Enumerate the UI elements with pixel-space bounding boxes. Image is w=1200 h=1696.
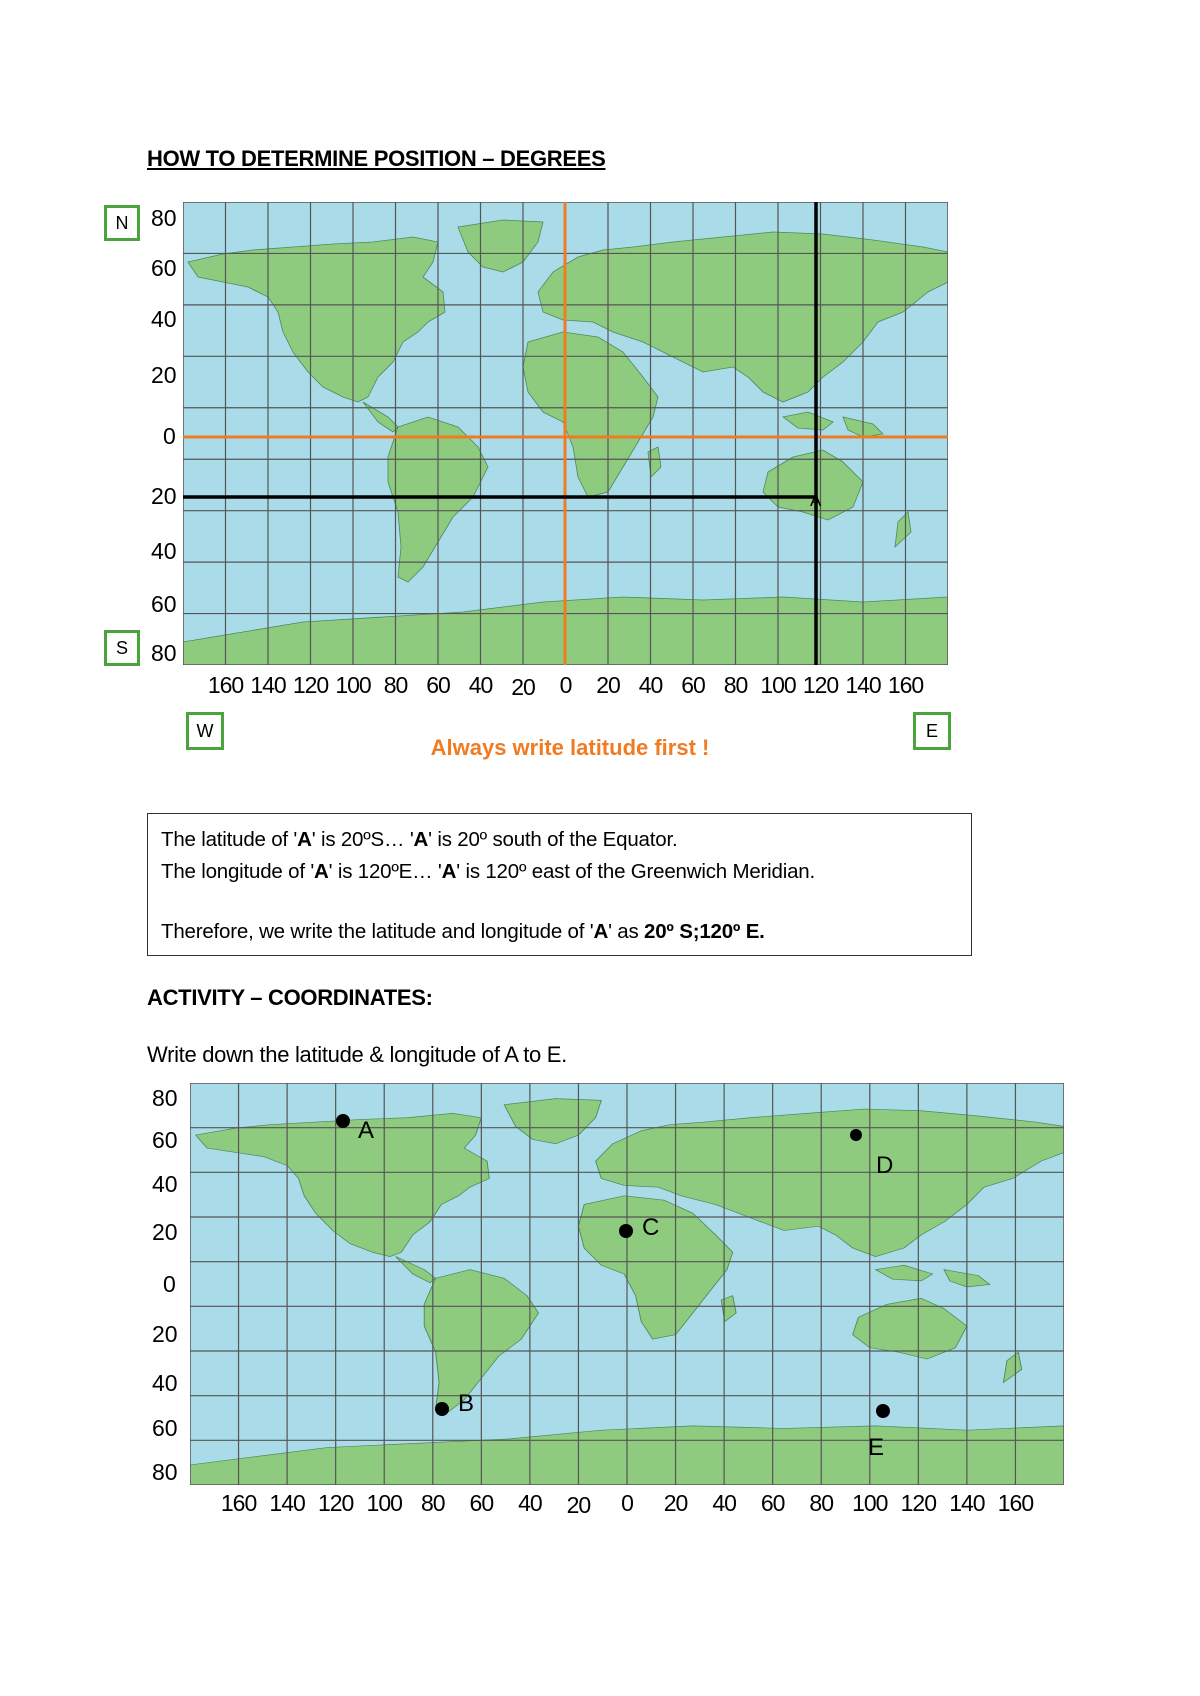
reminder-text: Always write latitude first ! xyxy=(430,735,710,760)
lon-label: 20 xyxy=(596,672,620,698)
map1-longitude-axis xyxy=(183,674,948,704)
lon-label: 60 xyxy=(760,1490,785,1516)
lat-label: 20 xyxy=(151,362,177,388)
lon-label: 20 xyxy=(663,1490,688,1516)
lon-label: 60 xyxy=(426,672,450,698)
reference-map xyxy=(183,202,948,665)
lon-label: 60 xyxy=(681,672,705,698)
map1-latitude-axis xyxy=(151,202,183,665)
activity-instruction: Write down the latitude & longitude of A to E. xyxy=(147,1042,567,1067)
lon-label: 160 xyxy=(207,672,244,698)
lon-label: 160 xyxy=(997,1490,1034,1516)
lon-label: 100 xyxy=(852,1490,888,1516)
lat-label: 80 xyxy=(151,640,177,666)
lon-label: 140 xyxy=(269,1490,305,1516)
lon-label: 120 xyxy=(292,672,329,698)
point-a-label: A xyxy=(810,491,822,510)
lon-label: 100 xyxy=(335,672,371,698)
lon-label: 80 xyxy=(383,672,408,698)
lon-label: 160 xyxy=(887,672,924,698)
lat-label: 60 xyxy=(151,591,177,617)
activity-point-a-label: A xyxy=(358,1117,375,1144)
lat-label: 80 xyxy=(152,1085,178,1111)
longitude-explanation: The longitude of 'A' is 120ºE… 'A' is 120º east of the Greenwich Meridian. xyxy=(161,860,815,883)
activity-point-b-label: B xyxy=(458,1390,475,1417)
activity-point-d-label: D xyxy=(876,1152,894,1179)
lon-label: 80 xyxy=(809,1490,834,1516)
lon-label: 40 xyxy=(712,1490,736,1516)
lon-label: 40 xyxy=(518,1490,542,1516)
latitude-explanation: The latitude of 'A' is 20ºS… 'A' is 20º south of the Equator. xyxy=(161,828,678,851)
lon-label: 100 xyxy=(760,672,796,698)
lat-label: 0 xyxy=(163,1271,176,1297)
activity-point-d-dot xyxy=(850,1129,862,1141)
lat-label: 20 xyxy=(151,483,177,509)
page-title: HOW TO DETERMINE POSITION – DEGREES xyxy=(147,146,606,171)
map2-latitude-axis xyxy=(152,1083,188,1485)
lat-label: 20 xyxy=(152,1321,178,1347)
lat-label: 80 xyxy=(151,205,177,231)
north-box: N xyxy=(104,205,140,241)
lon-label: 140 xyxy=(250,672,286,698)
lat-label: 60 xyxy=(152,1127,178,1153)
activity-point-c-label: C xyxy=(642,1214,660,1241)
lon-label: 40 xyxy=(638,672,663,698)
activity-map xyxy=(190,1083,1064,1485)
lon-label: 60 xyxy=(469,1490,494,1516)
east-box: E xyxy=(913,712,951,750)
lon-label: 20 xyxy=(566,1492,591,1518)
activity-point-e-label: E xyxy=(868,1434,885,1461)
lat-label: 0 xyxy=(163,423,176,449)
lat-label: 40 xyxy=(151,306,177,332)
lon-label: 40 xyxy=(468,672,493,698)
lat-label: 40 xyxy=(152,1370,178,1396)
south-box: S xyxy=(104,630,140,666)
lon-label: 20 xyxy=(511,674,535,700)
result-explanation: Therefore, we write the latitude and longitude of 'A' as 20º S;120º E. xyxy=(161,920,765,943)
lon-label: 120 xyxy=(317,1490,354,1516)
lat-label: 60 xyxy=(151,255,177,281)
activity-point-c-dot xyxy=(619,1224,633,1238)
lon-label: 120 xyxy=(900,1490,937,1516)
lat-label: 40 xyxy=(152,1171,178,1197)
lon-label: 0 xyxy=(621,1490,633,1516)
activity-heading: ACTIVITY – COORDINATES: xyxy=(147,985,433,1010)
lat-label: 80 xyxy=(152,1459,178,1485)
lon-label: 0 xyxy=(559,672,572,698)
activity-point-a-dot xyxy=(336,1114,350,1128)
lon-label: 140 xyxy=(845,672,881,698)
lat-label: 20 xyxy=(152,1219,178,1245)
activity-point-e-dot xyxy=(876,1404,890,1418)
lon-label: 160 xyxy=(220,1490,257,1516)
lon-label: 80 xyxy=(420,1490,445,1516)
lon-label: 140 xyxy=(949,1490,985,1516)
explanation-box xyxy=(147,813,972,956)
lat-label: 60 xyxy=(152,1415,178,1441)
map2-longitude-axis xyxy=(190,1492,1064,1522)
lat-label: 40 xyxy=(151,538,177,564)
activity-point-b-dot xyxy=(435,1402,449,1416)
west-box: W xyxy=(186,712,224,750)
lon-label: 80 xyxy=(723,672,748,698)
lon-label: 100 xyxy=(366,1490,402,1516)
lon-label: 120 xyxy=(802,672,839,698)
